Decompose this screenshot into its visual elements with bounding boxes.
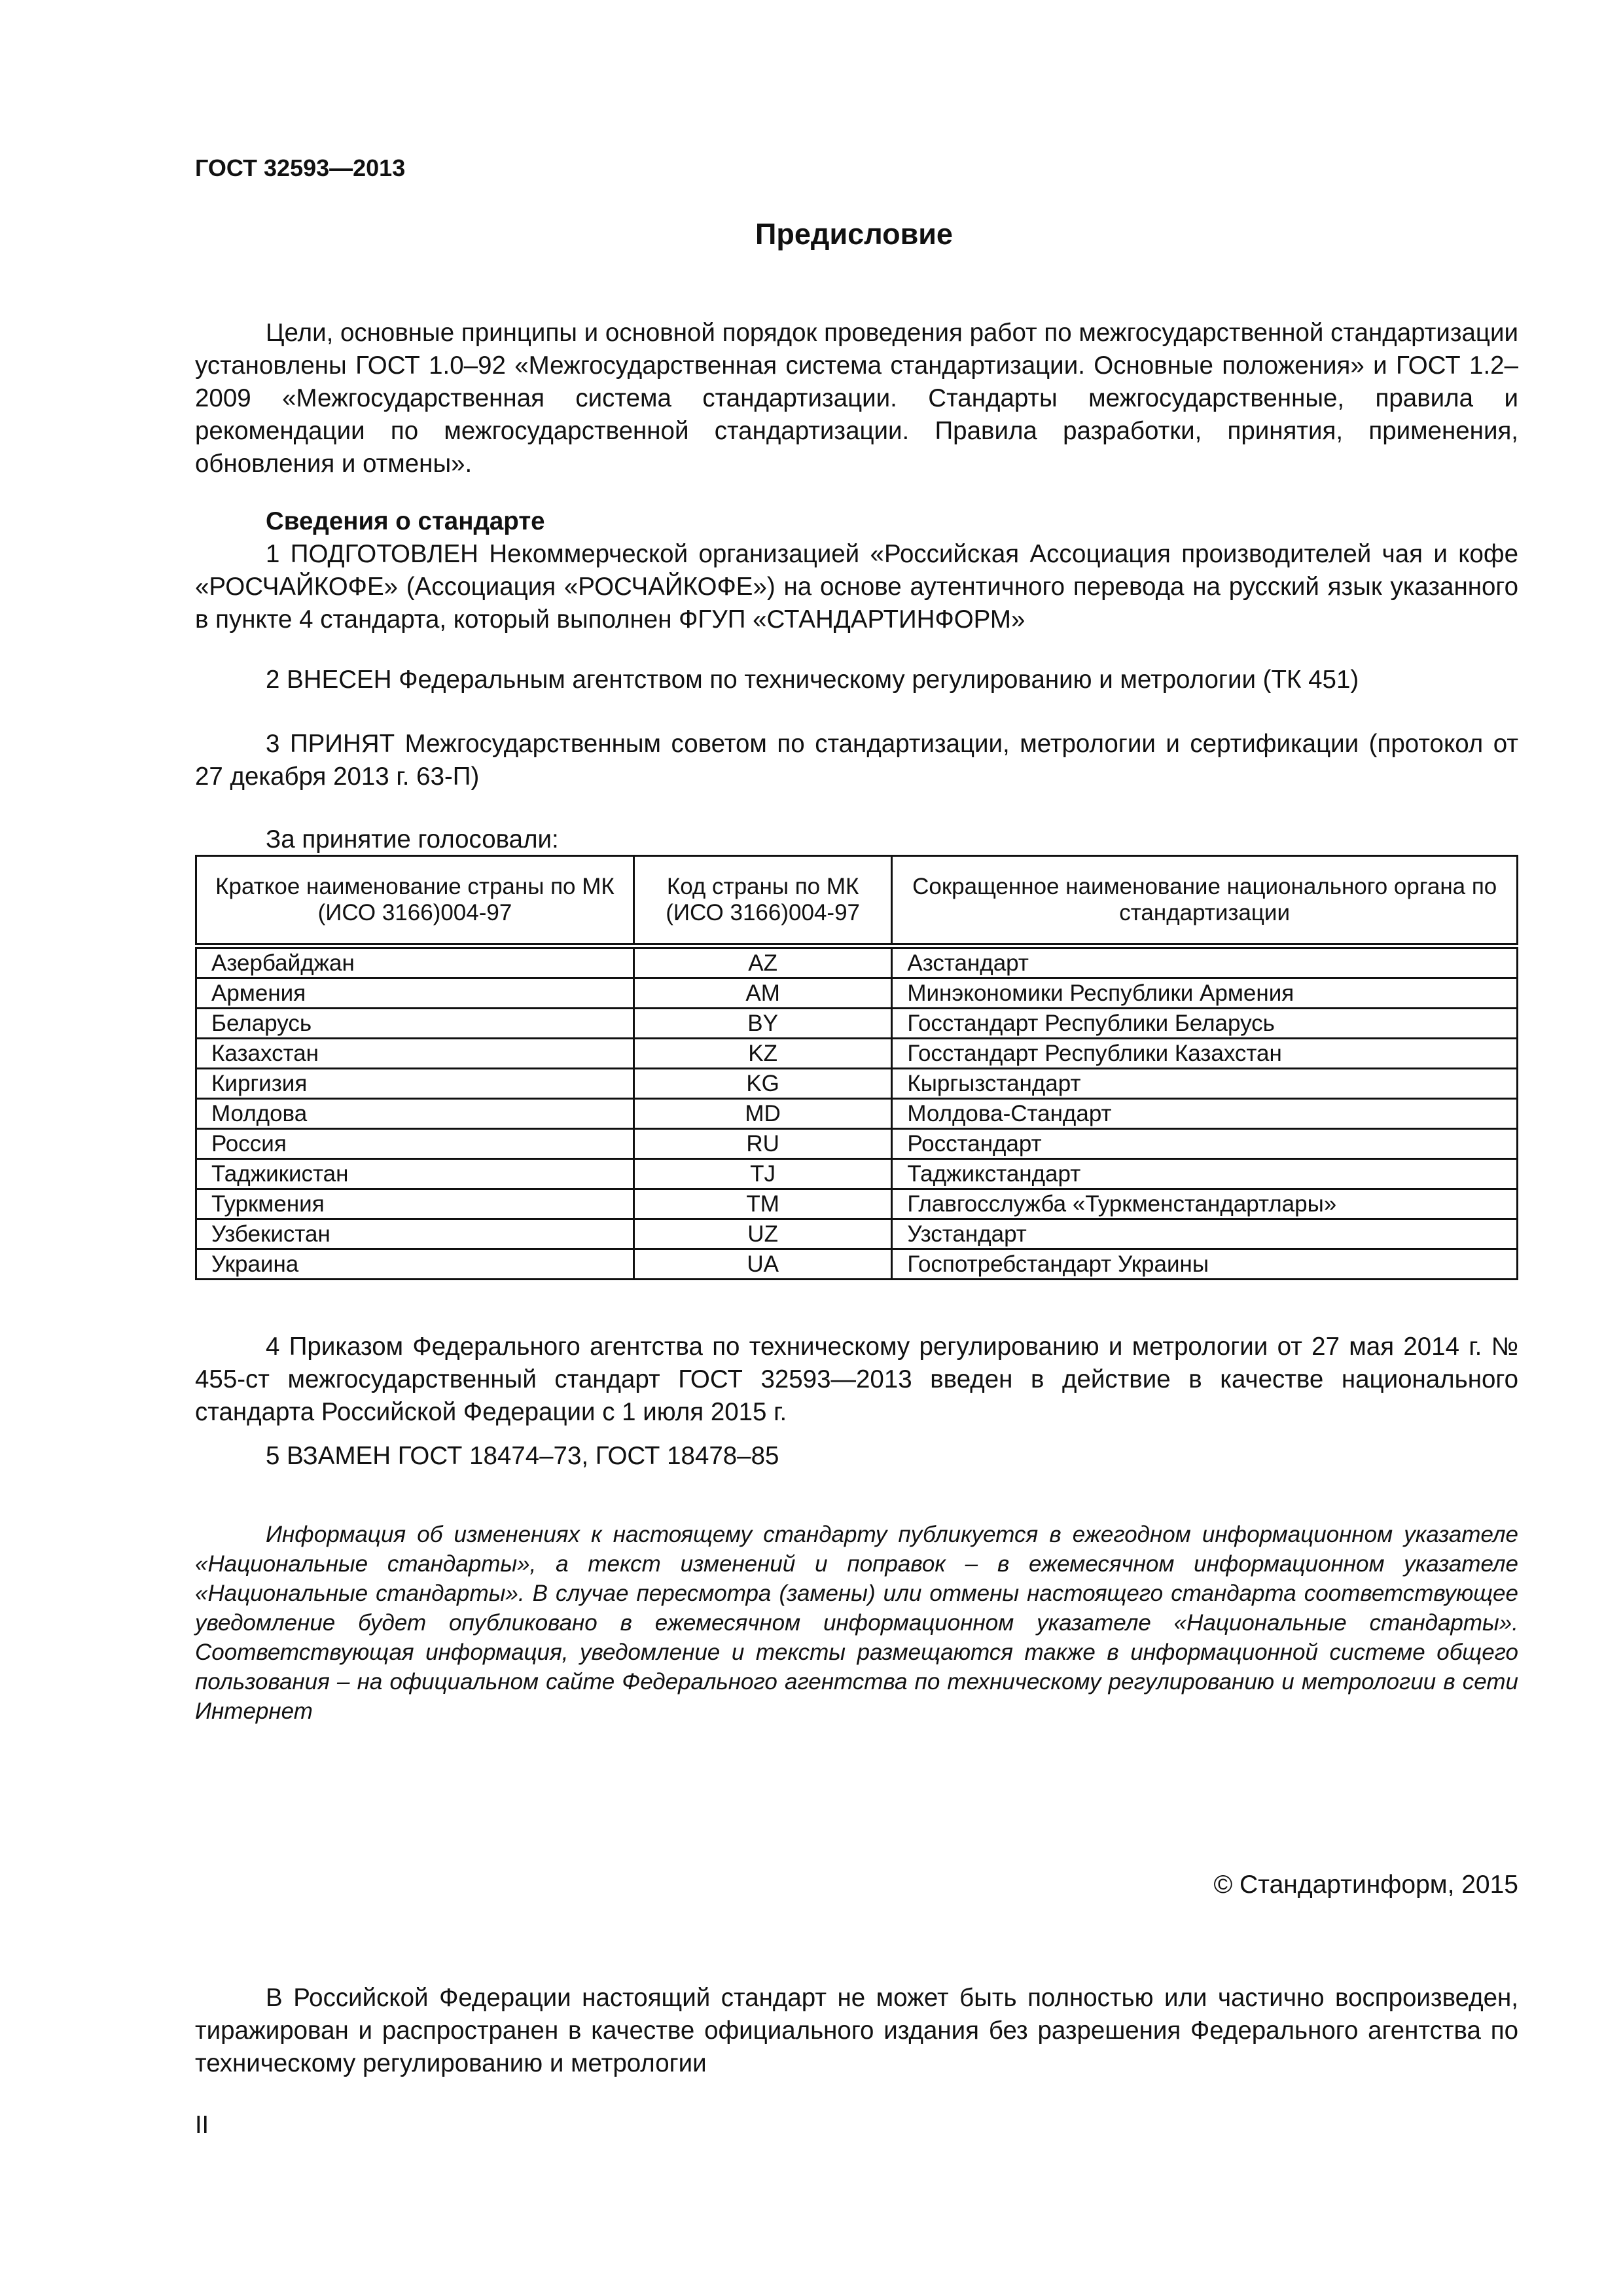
standard-info-section: [195, 505, 1518, 636]
copyright: © Стандартинформ, 2015: [1213, 1871, 1518, 1899]
item-5-block: [195, 1440, 1518, 1473]
amendments-notice: Информация об изменениях к настоящему стандарту публикуется в ежегодном информационном указателе «Национальные стандарты», а текст изменений и поправок – в ежемесячном информационном указателе «Национальные стандарты». В случае пересмотра (замены) или отмены настоящего стандарта соответствующее уведомление будет опубликовано в ежемесячном информационном указателе «Национальные стандарты». Соответствующая информация, уведомление и тексты размещаются также в информационной системе общего пользования – на официальном сайте Федерального агентства по техническому регулированию и метрологии в сети Интернет: [195, 1522, 1518, 1724]
cell-country: Киргизия: [196, 1069, 634, 1099]
page-number: II: [195, 2111, 209, 2139]
cell-code: UZ: [633, 1219, 891, 1249]
item-4-block: [195, 1331, 1518, 1429]
section-heading: Сведения о стандарте: [266, 507, 545, 535]
column-header-body: Сокращенное наименование национального органа по стандартизации: [892, 856, 1518, 946]
item-1: 1 ПОДГОТОВЛЕН Некоммерческой организацией «Российская Ассоциация производителей чая и кофе «РОСЧАЙКОФЕ» (Ассоциация «РОСЧАЙКОФЕ») на основе аутентичного перевода на русский язык указанного в пункте 4 стандарта, который выполнен ФГУП «СТАНДАРТИНФОРМ»: [195, 540, 1518, 634]
vote-caption: За принятие голосовали:: [266, 825, 559, 853]
vote-caption-block: [195, 823, 1518, 856]
table-row: [196, 1099, 1518, 1129]
item-3: 3 ПРИНЯТ Межгосударственным советом по стандартизации, метрологии и сертификации (протокол от 27 декабря 2013 г. 63-П): [195, 730, 1518, 791]
cell-code: BY: [633, 1009, 891, 1039]
cell-country: Украина: [196, 1249, 634, 1280]
cell-body: Госстандарт Республики Казахстан: [892, 1039, 1518, 1069]
table-row: [196, 978, 1518, 1009]
table-row: [196, 1249, 1518, 1280]
cell-country: Азербайджан: [196, 946, 634, 978]
table-row: [196, 1069, 1518, 1099]
cell-body: Минэкономики Республики Армения: [892, 978, 1518, 1009]
reproduction-notice: В Российской Федерации настоящий стандарт не может быть полностью или частично воспроизведен, тиражирован и распространен в качестве официального издания без разрешения Федерального агентства по техническому регулированию и метрологии: [195, 1984, 1518, 2077]
cell-code: AZ: [633, 946, 891, 978]
cell-country: Узбекистан: [196, 1219, 634, 1249]
votes-table: [195, 855, 1518, 1280]
cell-body: Таджикстандарт: [892, 1159, 1518, 1189]
document-header: ГОСТ 32593—2013: [195, 154, 406, 181]
column-header-code: Код страны по МК (ИСО 3166)004-97: [633, 856, 891, 946]
cell-country: Таджикистан: [196, 1159, 634, 1189]
cell-country: Россия: [196, 1129, 634, 1159]
table-header-row: [196, 856, 1518, 946]
cell-body: Росстандарт: [892, 1129, 1518, 1159]
cell-country: Молдова: [196, 1099, 634, 1129]
cell-code: KG: [633, 1069, 891, 1099]
cell-country: Беларусь: [196, 1009, 634, 1039]
cell-country: Армения: [196, 978, 634, 1009]
item-2-block: [195, 664, 1518, 696]
cell-country: Туркмения: [196, 1189, 634, 1219]
cell-code: TJ: [633, 1159, 891, 1189]
cell-body: Узстандарт: [892, 1219, 1518, 1249]
intro-section: [195, 317, 1518, 480]
cell-body: Молдова-Стандарт: [892, 1099, 1518, 1129]
reproduction-notice-block: [195, 1982, 1518, 2080]
column-header-country: Краткое наименование страны по МК (ИСО 3166)004-97: [196, 856, 634, 946]
cell-code: MD: [633, 1099, 891, 1129]
table-row: [196, 946, 1518, 978]
table-row: [196, 1039, 1518, 1069]
cell-body: Азстандарт: [892, 946, 1518, 978]
cell-body: Главгосслужба «Туркменстандартлары»: [892, 1189, 1518, 1219]
cell-code: KZ: [633, 1039, 891, 1069]
cell-code: TM: [633, 1189, 891, 1219]
cell-code: RU: [633, 1129, 891, 1159]
cell-body: Кыргызстандарт: [892, 1069, 1518, 1099]
cell-body: Госстандарт Республики Беларусь: [892, 1009, 1518, 1039]
table-row: [196, 1219, 1518, 1249]
cell-code: UA: [633, 1249, 891, 1280]
item-2: 2 ВНЕСЕН Федеральным агентством по техническому регулированию и метрологии (ТК 451): [266, 666, 1359, 694]
intro-paragraph: Цели, основные принципы и основной порядок проведения работ по межгосударственной стандартизации установлены ГОСТ 1.0–92 «Межгосударственная система стандартизации. Основные положения» и ГОСТ 1.2–2009 «Межгосударственная система стандартизации. Стандарты межгосударственные, правила и рекомендации по межгосударственной стандартизации. Правила разработки, принятия, применения, обновления и отмены».: [195, 319, 1518, 478]
item-4: 4 Приказом Федерального агентства по техническому регулированию и метрологии от 27 мая 2014 г. № 455-ст межгосударственный стандарт ГОСТ 32593—2013 введен в действие в качестве национального стандарта Российской Федерации с 1 июля 2015 г.: [195, 1333, 1518, 1426]
cell-code: AM: [633, 978, 891, 1009]
table-row: [196, 1129, 1518, 1159]
table-row: [196, 1189, 1518, 1219]
table-row: [196, 1009, 1518, 1039]
page-title: Предисловие: [755, 217, 953, 251]
cell-body: Госпотребстандарт Украины: [892, 1249, 1518, 1280]
cell-country: Казахстан: [196, 1039, 634, 1069]
item-5: 5 ВЗАМЕН ГОСТ 18474–73, ГОСТ 18478–85: [266, 1442, 779, 1470]
item-3-block: [195, 728, 1518, 793]
table-row: [196, 1159, 1518, 1189]
